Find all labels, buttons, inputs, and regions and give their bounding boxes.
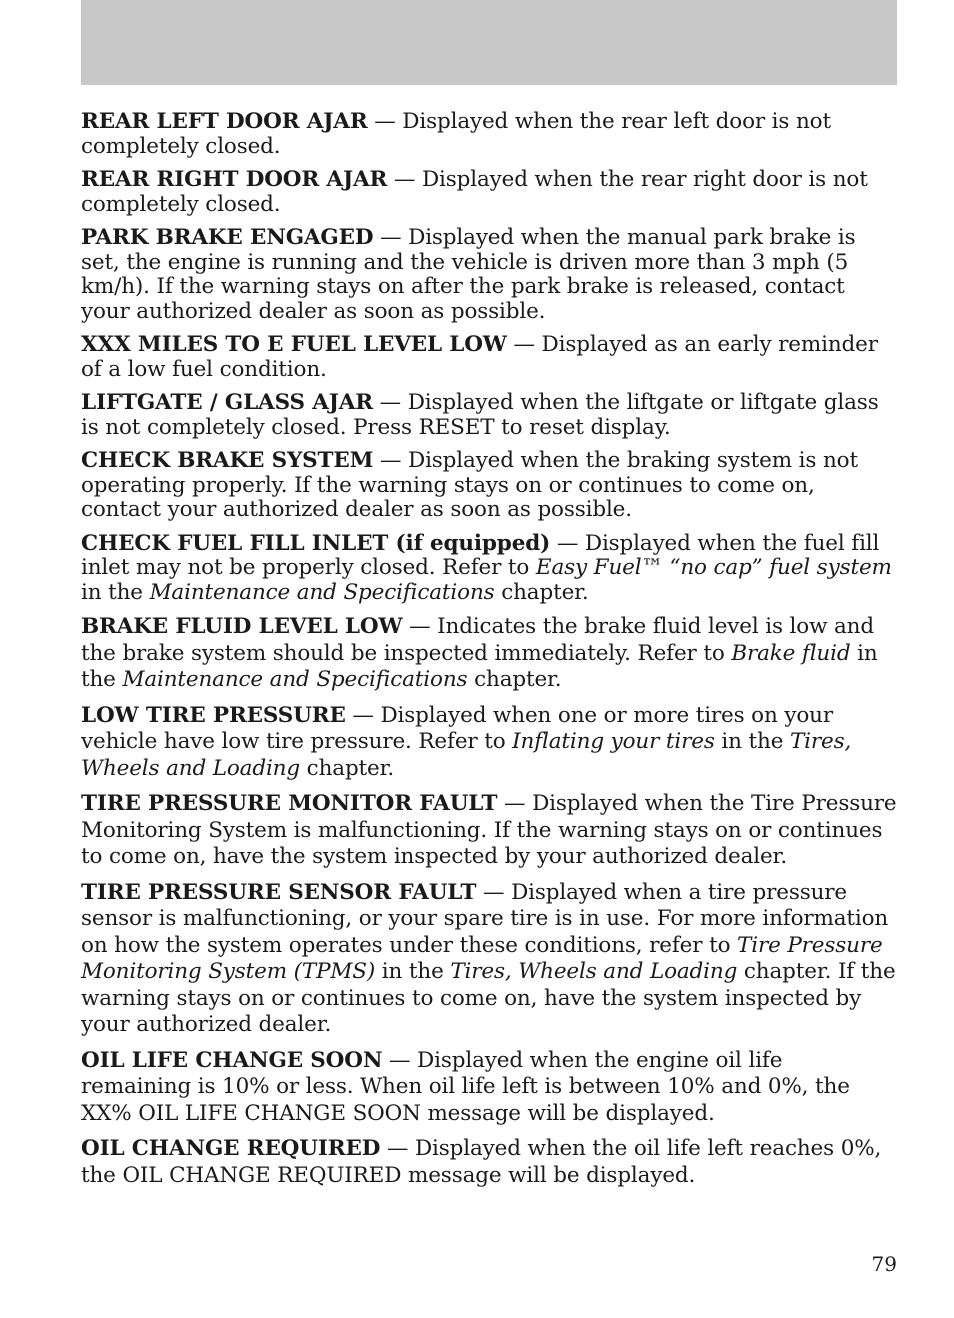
- description-text: — Displayed when the engine oil life remaining is 10% or less. When oil life left is between 10% and 0%, the XX% OIL LIFE CHANGE SOON message will be displayed.: [81, 1047, 850, 1126]
- reference-text: Easy Fuel™ “no cap” fuel system: [535, 555, 892, 580]
- description-text: — Displayed when a tire pressure sensor is malfunctioning, or your spare tire is in use. For more information on how the system operates under these conditions, refer to: [81, 879, 889, 958]
- message-entry: [81, 703, 897, 783]
- message-entry: [81, 791, 897, 871]
- message-entry: [81, 1136, 897, 1189]
- description-text: chapter. If the warning stays on or continues to come on, have the system inspected by your authorized dealer.: [81, 959, 896, 1037]
- message-term: LOW TIRE PRESSURE: [81, 702, 346, 728]
- message-entry: [81, 880, 897, 1039]
- description-text: — Indicates the brake fluid level is low and the brake system should be inspected immediately. Refer to: [81, 614, 874, 666]
- message-term: REAR RIGHT DOOR AJAR: [81, 167, 388, 192]
- description-text: in the: [714, 729, 790, 754]
- message-term: OIL CHANGE REQUIRED: [81, 1136, 381, 1161]
- message-term: PARK BRAKE ENGAGED: [81, 225, 374, 250]
- page-header-bar: [81, 0, 897, 85]
- description-text: — Displayed when the liftgate or liftgate glass is not completely closed. Press RESET to reset display.: [81, 390, 879, 440]
- message-entry: [81, 1048, 897, 1128]
- description-text: — Displayed as an early reminder of a low fuel condition.: [81, 332, 878, 382]
- description-text: in the: [81, 640, 878, 692]
- description-text: — Displayed when the rear right door is not completely closed.: [81, 167, 868, 217]
- description-text: — Displayed when the rear left door is not completely closed.: [81, 109, 831, 159]
- reference-text: Tires, Wheels and Loading: [450, 959, 738, 984]
- description-text: chapter.: [494, 579, 589, 605]
- message-entry: [81, 333, 897, 382]
- description-text: — Displayed when the manual park brake is set, the engine is running and the vehicle is driven more than 3 mph (5 km/h). If the warning stays on after the park brake is released, contact your authorized dealer as soon as possible.: [81, 225, 856, 324]
- description-text: — Displayed when the oil life left reaches 0%, the OIL CHANGE REQUIRED message will be displayed.: [81, 1136, 882, 1188]
- description-text: chapter.: [300, 755, 395, 781]
- message-term: TIRE PRESSURE SENSOR FAULT: [81, 879, 477, 905]
- page-number: 79: [871, 1252, 897, 1276]
- reference-text: Tires, Wheels and Loading: [81, 729, 852, 781]
- message-list: [81, 110, 897, 1198]
- message-term: CHECK FUEL FILL INLET (if equipped): [81, 530, 551, 556]
- description-text: in the: [375, 959, 451, 984]
- message-term: OIL LIFE CHANGE SOON: [81, 1047, 383, 1073]
- reference-text: Inflating your tires: [512, 729, 715, 754]
- message-term: TIRE PRESSURE MONITOR FAULT: [81, 791, 498, 816]
- description-text: — Displayed when the fuel fill inlet may not be properly closed. Refer to: [81, 530, 880, 580]
- description-text: — Displayed when the Tire Pressure Monitoring System is malfunctioning. If the warning stays on or continues to come on, have the system inspected by your authorized dealer.: [81, 791, 897, 869]
- description-text: — Displayed when the braking system is not operating properly. If the warning stays on or continues to come on, contact your authorized dealer as soon as possible.: [81, 448, 858, 522]
- message-entry: [81, 449, 897, 523]
- message-term: BRAKE FLUID LEVEL LOW: [81, 614, 403, 639]
- reference-text: Maintenance and Specifications: [149, 579, 495, 605]
- message-entry: [81, 532, 897, 606]
- message-term: REAR LEFT DOOR AJAR: [81, 109, 368, 134]
- reference-text: Maintenance and Specifications: [122, 667, 468, 692]
- message-term: CHECK BRAKE SYSTEM: [81, 448, 374, 473]
- message-entry: [81, 226, 897, 324]
- description-text: chapter.: [467, 667, 562, 692]
- message-term: XXX MILES TO E FUEL LEVEL LOW: [81, 332, 507, 357]
- message-entry: [81, 614, 897, 694]
- reference-text: Brake fluid: [731, 640, 851, 666]
- reference-text: Tire Pressure Monitoring System (TPMS): [81, 932, 883, 984]
- message-entry: [81, 168, 897, 217]
- description-text: in the: [81, 579, 150, 605]
- description-text: — Displayed when one or more tires on your vehicle have low tire pressure. Refer to: [81, 702, 833, 754]
- message-entry: [81, 391, 897, 440]
- message-entry: [81, 110, 897, 159]
- message-term: LIFTGATE / GLASS AJAR: [81, 390, 373, 415]
